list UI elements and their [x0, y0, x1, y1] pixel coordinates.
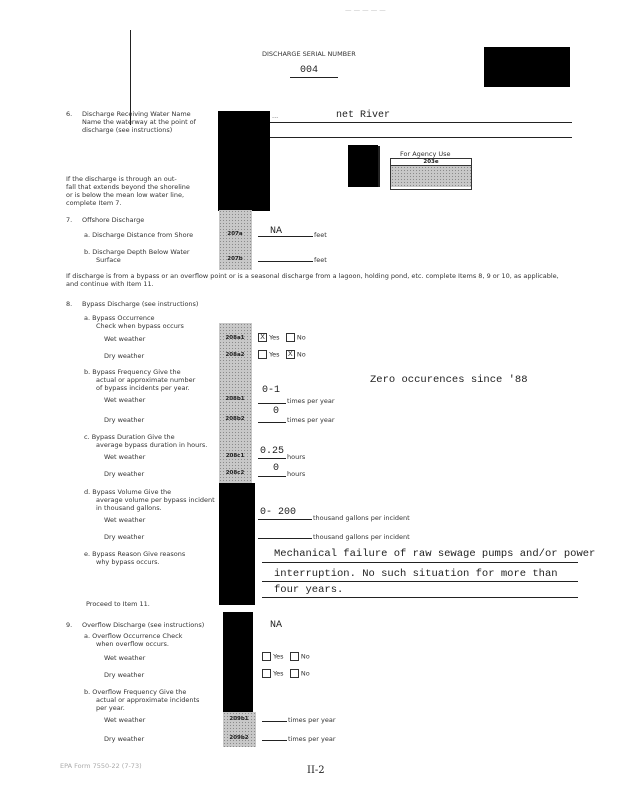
wet-weather-label: Wet weather: [104, 453, 146, 461]
item8c2-value: 0: [273, 463, 280, 474]
yes-checkbox[interactable]: [258, 350, 267, 359]
item8c-unit: hours: [287, 453, 306, 461]
item9b-label: actual or approximate incidents: [96, 696, 200, 704]
item8d-label: in thousand gallons.: [96, 504, 162, 512]
item8-label: Bypass Discharge (see instructions): [82, 300, 199, 308]
no-checkbox[interactable]: [286, 333, 295, 342]
item6-label: Discharge Receiving Water Name: [82, 110, 191, 118]
answer-line: [262, 721, 287, 722]
item6-note: fall that extends beyond the shoreline: [66, 183, 190, 191]
item8a-label: a. Bypass Occurrence: [84, 314, 155, 322]
item8b-label: b. Bypass Frequency Give the: [84, 368, 181, 376]
answer-line: [258, 519, 312, 520]
field-code: 208c2: [225, 470, 245, 476]
item8a-sub: Check when bypass occurs: [96, 322, 184, 330]
item8b-unit: times per year: [287, 416, 335, 424]
dry-weather-label: Dry weather: [104, 671, 145, 679]
agency-use-label: For Agency Use: [400, 150, 451, 158]
yes-label: Yes: [269, 350, 280, 359]
wet-weather-label: Wet weather: [104, 654, 146, 662]
redaction-block: [218, 111, 270, 211]
bypass-reason-line: four years.: [274, 584, 344, 596]
item6-note: If the discharge is through an out-: [66, 175, 177, 183]
answer-line: [258, 476, 286, 477]
answer-line: [258, 458, 286, 459]
field-code: 208b2: [225, 416, 245, 422]
field-code: 208c1: [225, 453, 245, 459]
item7b-label: b. Discharge Depth Below Water: [84, 248, 190, 256]
item9a-label: when overflow occurs.: [96, 640, 169, 648]
page-title: DISCHARGE SERIAL NUMBER: [262, 50, 356, 58]
answer-line: [258, 422, 286, 423]
item8d1-value: 0- 200: [260, 507, 297, 518]
field-code: 209b1: [229, 716, 249, 722]
field-code: 207b: [227, 256, 243, 262]
answer-line: [258, 236, 313, 237]
item9b-unit: times per year: [288, 716, 336, 724]
no-label: No: [296, 333, 306, 342]
bypass-reason-line: Mechanical failure of raw sewage pumps and/or power: [274, 548, 596, 560]
yes-checkbox[interactable]: [262, 652, 271, 661]
item6-value-prefix: ...: [272, 112, 279, 120]
dry-weather-label: Dry weather: [104, 352, 145, 360]
yes-checkbox[interactable]: X: [258, 333, 267, 342]
item8d-label: average volume per bypass incident: [96, 496, 215, 504]
wet-weather-label: Wet weather: [104, 396, 146, 404]
agency-code: 203e: [391, 159, 471, 166]
handwritten-remark: Zero occurences since '88: [370, 374, 528, 386]
item7a-value: NA: [270, 226, 283, 237]
field-code: 208a2: [225, 352, 245, 358]
item7a-unit: feet: [314, 231, 327, 239]
no-label: No: [300, 669, 310, 678]
item7b-unit: feet: [314, 256, 327, 264]
item8e-label: why bypass occurs.: [96, 558, 160, 566]
item8c1-value: 0.25: [260, 446, 285, 457]
wet-weather-label: Wet weather: [104, 516, 146, 524]
answer-line: [262, 581, 578, 582]
item6-desc: Name the waterway at the point of: [82, 118, 196, 126]
dry-weather-label: Dry weather: [104, 533, 145, 541]
serial-number: 004: [300, 65, 319, 76]
no-label: No: [300, 652, 310, 661]
item9b-label: per year.: [96, 704, 125, 712]
shaded-field: [391, 166, 471, 187]
item9b-label: b. Overflow Frequency Give the: [84, 688, 187, 696]
item8d-label: d. Bypass Volume Give the: [84, 488, 172, 496]
redaction-block: [348, 145, 378, 187]
agency-use-box: [390, 158, 472, 190]
field-code: 208a1: [225, 335, 245, 341]
redaction-block: [219, 483, 255, 605]
item8-number: 8.: [66, 300, 73, 308]
box-rule: [378, 146, 380, 187]
item8b-unit: times per year: [287, 397, 335, 405]
answer-line: [258, 538, 312, 539]
dry-weather-label: Dry weather: [104, 416, 145, 424]
faint-header-mark: — — — — —: [345, 6, 386, 14]
page-number: II-2: [307, 765, 325, 776]
item8b-label: of bypass incidents per year.: [96, 384, 190, 392]
answer-line: [262, 597, 578, 598]
yes-label: Yes: [273, 669, 284, 678]
answer-line: [270, 137, 572, 138]
item9-number: 9.: [66, 621, 73, 629]
item8b1-value: 0-1: [262, 385, 281, 396]
receiving-water-name: net River: [336, 110, 391, 121]
item9a-label: a. Overflow Occurrence Check: [84, 632, 183, 640]
answer-line: [262, 562, 578, 563]
yes-checkbox[interactable]: [262, 669, 271, 678]
instruction-text: If discharge is from a bypass or an overflow point or is a seasonal discharge from a lagoon, holding pond, etc. complete Items 8, 9 or 10, as applicable, and continue with Item 11.: [66, 272, 559, 288]
wet-weather-label: Wet weather: [104, 335, 146, 343]
redaction-block: [484, 47, 570, 87]
no-checkbox[interactable]: [290, 669, 299, 678]
item8c-label: c. Bypass Duration Give the: [84, 433, 175, 441]
yes-no-row: [258, 350, 306, 359]
item8b2-value: 0: [273, 406, 280, 417]
item8d-unit: thousand gallons per incident: [313, 533, 410, 541]
field-code: 209b2: [229, 735, 249, 741]
answer-line: [262, 740, 287, 741]
item8b-label: actual or approximate number: [96, 376, 196, 384]
item6-number: 6.: [66, 110, 73, 118]
proceed-note: Proceed to Item 11.: [86, 600, 150, 608]
dry-weather-label: Dry weather: [104, 735, 145, 743]
item8c-unit: hours: [287, 470, 306, 478]
answer-line: [258, 403, 286, 404]
item7a-label: a. Discharge Distance from Shore: [84, 231, 194, 239]
item6-desc: discharge (see instructions): [82, 126, 173, 134]
item7-label: Offshore Discharge: [82, 216, 145, 224]
code-column: [219, 323, 252, 483]
yes-no-row: [262, 652, 310, 661]
item8d-unit: thousand gallons per incident: [313, 514, 410, 522]
yes-label: Yes: [269, 333, 280, 342]
bypass-reason-line: interruption. No such situation for more than: [274, 568, 558, 580]
answer-line: [258, 261, 313, 262]
item8e-label: e. Bypass Reason Give reasons: [84, 550, 186, 558]
yes-no-row: [262, 669, 310, 678]
no-label: No: [296, 350, 306, 359]
item9-label: Overflow Discharge (see instructions): [82, 621, 205, 629]
no-checkbox[interactable]: [290, 652, 299, 661]
wet-weather-label: Wet weather: [104, 716, 146, 724]
form-number: EPA Form 7550-22 (7-73): [60, 762, 142, 770]
no-checkbox[interactable]: X: [286, 350, 295, 359]
item6-note: complete Item 7.: [66, 199, 122, 207]
item9b-unit: times per year: [288, 735, 336, 743]
serial-underline: [290, 77, 338, 78]
answer-line: [270, 122, 572, 123]
yes-no-row: [258, 333, 306, 342]
field-code: 208b1: [225, 396, 245, 402]
item9-value: NA: [270, 620, 283, 631]
item6-note: or is below the mean low water line,: [66, 191, 185, 199]
field-code: 207a: [227, 231, 243, 237]
item7b-label: Surface: [96, 256, 121, 264]
dry-weather-label: Dry weather: [104, 470, 145, 478]
item7-number: 7.: [66, 216, 73, 224]
item8c-label: average bypass duration in hours.: [96, 441, 208, 449]
yes-label: Yes: [273, 652, 284, 661]
